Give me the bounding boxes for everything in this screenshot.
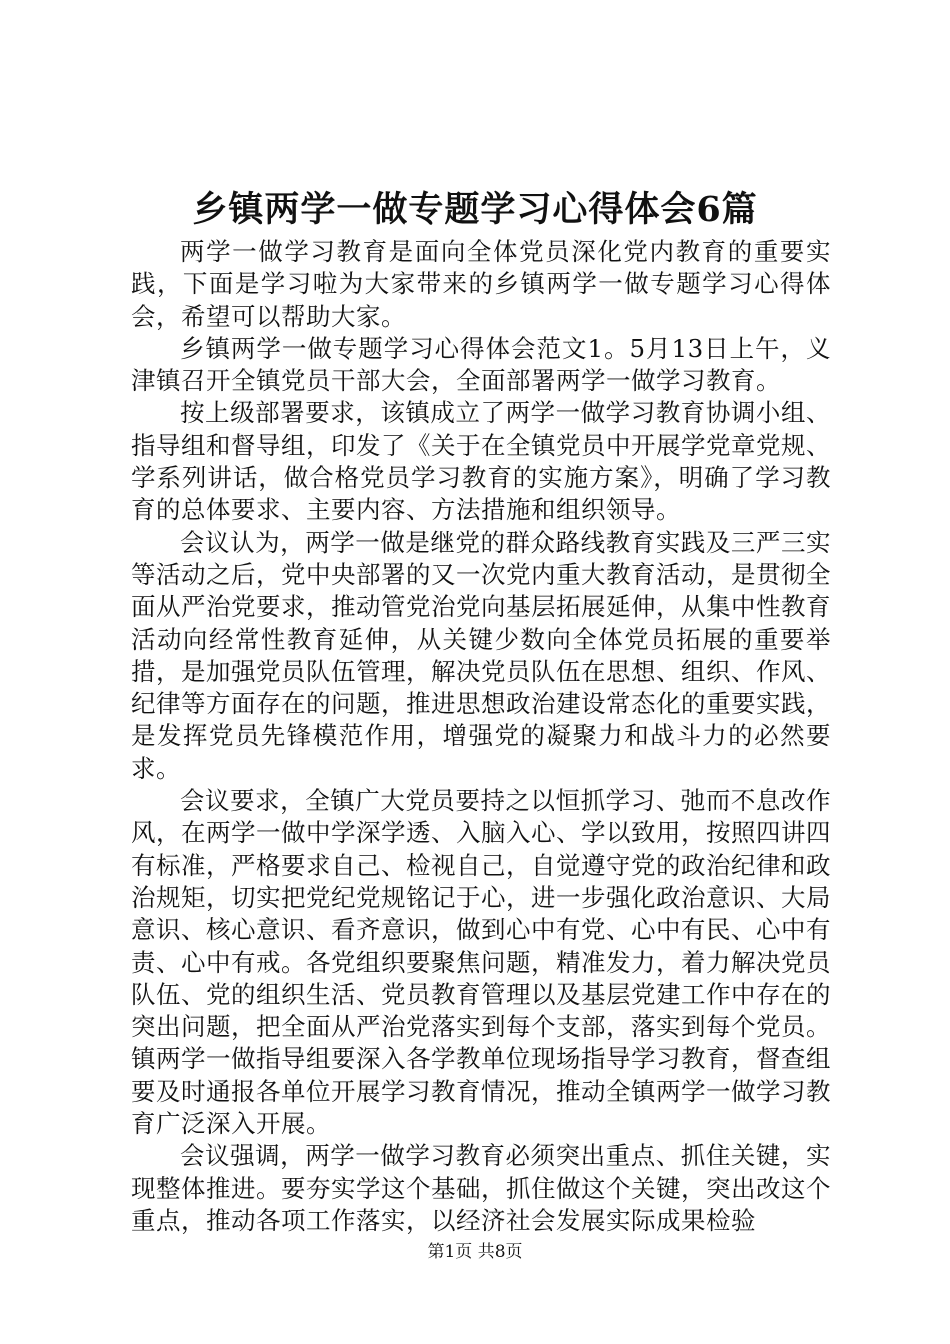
paragraph: 会议认为，两学一做是继党的群众路线教育实践及三严三实等活动之后，党中央部署的又一次党内重大教育活动，是贯彻全面从严治党要求，推动管党治党向基层拓展延伸，从集中性教育活动向经常性教育延伸，从关键少数向全体党员拓展的重要举措，是加强党员队伍管理，解决党员队伍在思想、组织、作风、纪律等方面存在的问题，推进思想政治建设常态化的重要实践，是发挥党员先锋模范作用，增强党的凝聚力和战斗力的必然要求。: [131, 527, 831, 783]
paragraph: 按上级部署要求，该镇成立了两学一做学习教育协调小组、指导组和督导组，印发了《关于在全镇党员中开展学党章党规、学系列讲话，做合格党员学习教育的实施方案》，明确了学习教育的总体要求、主要内容、方法措施和组织领导。: [131, 398, 831, 525]
page-number-footer: 第1页 共8页: [427, 1242, 523, 1262]
paragraph: 会议要求，全镇广大党员要持之以恒抓学习、弛而不息改作风，在两学一做中学深学透、入脑入心、学以致用，按照四讲四有标准，严格要求自己、检视自己，自觉遵守党的政治纪律和政治规矩，切实把党纪党规铭记于心，进一步强化政治意识、大局意识、核心意识、看齐意识，做到心中有党、心中有民、心中有责、心中有戒。各党组织要聚焦问题，精准发力，着力解决党员队伍、党的组织生活、党员教育管理以及基层党建工作中存在的突出问题，把全面从严治党落实到每个支部，落实到每个党员。镇两学一做指导组要深入各学教单位现场指导学习教育，督查组要及时通报各单位开展学习教育情况，推动全镇两学一做学习教育广泛深入开展。: [131, 786, 831, 1139]
paragraph: 乡镇两学一做专题学习心得体会范文1。5月13日上午，义津镇召开全镇党员干部大会，全面部署两学一做学习教育。: [131, 333, 831, 396]
paragraph: 会议强调，两学一做学习教育必须突出重点、抓住关键，实现整体推进。要夯实学这个基础，抓住做这个关键，突出改这个重点，推动各项工作落实，以经济社会发展实际成果检验: [131, 1141, 831, 1235]
document-body: [131, 236, 831, 1237]
paragraph: 两学一做学习教育是面向全体党员深化党内教育的重要实践，下面是学习啦为大家带来的乡镇两学一做专题学习心得体会，希望可以帮助大家。: [131, 237, 831, 331]
document-title: 乡镇两学一做专题学习心得体会6篇: [192, 189, 758, 230]
